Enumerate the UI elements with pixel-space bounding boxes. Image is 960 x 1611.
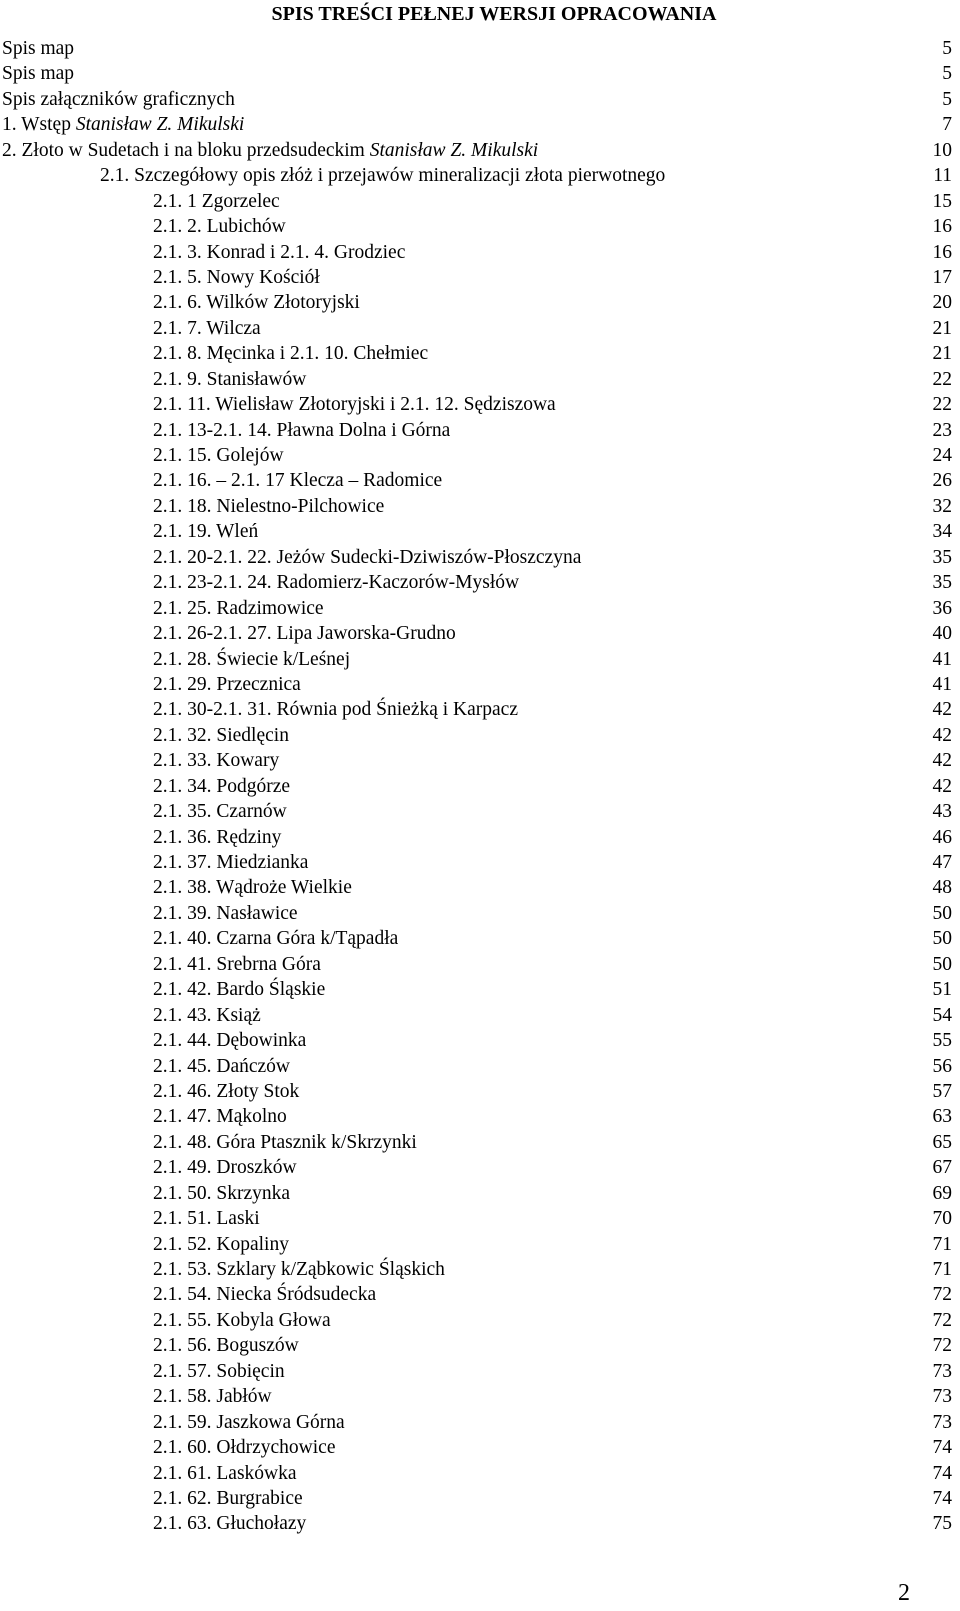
toc-entry-page: 74	[932, 1462, 952, 1484]
toc-entry-page: 16	[932, 216, 952, 238]
toc-entry	[0, 1384, 960, 1409]
toc-entry-label	[153, 189, 280, 214]
toc-entry	[0, 265, 960, 290]
toc-entry-label	[153, 1435, 336, 1460]
toc-entry	[0, 1410, 960, 1435]
toc-entry-author: Stanisław Z. Mikulski	[369, 139, 539, 161]
toc-entry-label	[153, 214, 286, 239]
toc-entry-label	[153, 1257, 445, 1282]
toc-entry-label	[153, 1079, 299, 1104]
toc-entry-title: 2.1. 20-2.1. 22. Jeżów Sudecki-Dziwiszów-Płoszczyna	[153, 546, 582, 568]
toc-entry-title: 2.1. 51. Laski	[153, 1208, 260, 1230]
toc-entry-label	[153, 1155, 297, 1180]
toc-entry	[0, 621, 960, 646]
toc-entry-page: 24	[932, 445, 952, 466]
toc-entry-label	[153, 901, 298, 926]
toc-entry-page: 23	[932, 419, 952, 441]
toc-entry-label	[153, 1206, 260, 1231]
toc-entry-page: 42	[932, 724, 952, 746]
toc-entry-page: 35	[932, 572, 952, 594]
toc-entry-title: 2.1. 32. Siedlęcin	[153, 724, 289, 746]
toc-entry-label	[153, 570, 519, 595]
toc-entry-page: 46	[932, 826, 952, 848]
toc-entry	[0, 697, 960, 722]
toc-entry	[0, 1257, 960, 1282]
table-of-contents	[0, 36, 960, 1537]
page-title: SPIS TREŚCI PEŁNEJ WERSJI OPRACOWANIA	[271, 3, 717, 25]
toc-entry-page: 57	[932, 1080, 952, 1102]
toc-entry-label	[2, 87, 235, 112]
toc-entry-title: Spis map	[2, 38, 75, 59]
toc-entry-label	[153, 1028, 306, 1053]
toc-entry-page: 63	[932, 1106, 952, 1128]
toc-entry	[0, 1104, 960, 1129]
toc-entry-title: 2.1. 56. Boguszów	[153, 1335, 299, 1357]
toc-entry	[0, 596, 960, 621]
toc-entry-label	[153, 647, 350, 672]
toc-entry-title: 2.1. 52. Kopaliny	[153, 1233, 289, 1255]
toc-entry-title: 2.1. 42. Bardo Śląskie	[153, 979, 326, 1001]
toc-entry-label	[153, 1511, 306, 1536]
toc-entry	[0, 825, 960, 850]
toc-entry-title: 2.1. 45. Dańczów	[153, 1055, 291, 1077]
toc-entry	[0, 189, 960, 214]
toc-entry	[0, 570, 960, 595]
toc-entry-label	[153, 545, 581, 570]
toc-entry-title: 2.1. 7. Wilcza	[153, 317, 261, 339]
toc-entry-label	[153, 1359, 285, 1384]
toc-entry-page: 56	[932, 1055, 952, 1077]
toc-entry-title: 1. Wstęp	[2, 114, 71, 136]
toc-entry-page: 75	[932, 1513, 952, 1535]
toc-entry	[0, 952, 960, 977]
toc-entry	[0, 774, 960, 799]
toc-entry-label	[153, 367, 306, 392]
toc-entry-label	[153, 1054, 290, 1079]
toc-entry-label	[153, 316, 261, 341]
toc-entry	[0, 875, 960, 900]
toc-entry	[0, 901, 960, 926]
toc-entry-page: 72	[932, 1309, 952, 1331]
toc-entry	[0, 87, 960, 112]
toc-entry-label	[2, 112, 244, 137]
toc-entry-page: 71	[932, 1259, 952, 1280]
toc-entry	[0, 1181, 960, 1206]
toc-entry-title: 2.1. 36. Rędziny	[153, 826, 282, 848]
toc-entry-page: 21	[932, 317, 952, 339]
toc-entry	[0, 1461, 960, 1486]
toc-entry-label	[153, 1282, 376, 1307]
toc-entry-title: 2.1. 60. Ołdrzychowice	[153, 1437, 336, 1459]
toc-entry-page: 70	[932, 1208, 952, 1230]
toc-entry-label	[153, 265, 320, 290]
toc-entry-label	[153, 1410, 345, 1435]
toc-entry-page: 26	[932, 470, 952, 492]
toc-entry	[0, 1282, 960, 1307]
toc-entry-label	[153, 1333, 299, 1358]
toc-entry-page: 5	[942, 63, 952, 85]
toc-entry-title: 2.1. 57. Sobięcin	[153, 1360, 285, 1382]
toc-entry-title: 2.1. 48. Góra Ptasznik k/Skrzynki	[153, 1131, 417, 1153]
toc-entry-page: 73	[932, 1360, 952, 1382]
toc-entry-label	[153, 1461, 297, 1486]
toc-entry-title: 2.1. 43. Książ	[153, 1004, 261, 1026]
toc-entry-page: 41	[932, 673, 952, 695]
toc-entry-label	[153, 418, 450, 443]
toc-entry-label	[153, 1104, 287, 1129]
toc-entry-label	[153, 1308, 331, 1333]
toc-entry	[0, 418, 960, 443]
toc-entry-title: 2.1. 11. Wielisław Złotoryjski i 2.1. 12. Sędziszowa	[153, 394, 556, 416]
toc-entry	[0, 1003, 960, 1028]
toc-entry-title: Spis załączników graficznych	[2, 88, 235, 110]
toc-entry-title: 2.1. 61. Laskówka	[153, 1462, 297, 1484]
toc-entry-label	[153, 1181, 290, 1206]
toc-entry-page: 41	[932, 648, 952, 670]
toc-entry-title: 2.1. 62. Burgrabice	[153, 1487, 303, 1509]
toc-entry-page: 50	[932, 953, 952, 975]
toc-entry	[0, 545, 960, 570]
toc-entry-page: 48	[932, 877, 952, 899]
toc-entry	[0, 1232, 960, 1257]
toc-entry	[0, 163, 960, 188]
toc-entry	[0, 1435, 960, 1460]
toc-entry-title: 2.1. 59. Jaszkowa Górna	[153, 1411, 345, 1433]
toc-entry	[0, 1079, 960, 1104]
toc-entry-page: 73	[932, 1411, 952, 1433]
toc-entry-label	[153, 723, 289, 748]
toc-entry	[0, 341, 960, 366]
toc-entry-title: 2.1. 1 Zgorzelec	[153, 190, 280, 212]
toc-entry	[0, 1359, 960, 1384]
toc-entry-title: 2.1. 9. Stanisławów	[153, 368, 307, 390]
toc-entry	[0, 748, 960, 773]
toc-entry	[0, 723, 960, 748]
toc-entry-page: 72	[932, 1335, 952, 1357]
toc-entry-label	[153, 875, 352, 900]
toc-entry-title: 2.1. 54. Niecka Śródsudecka	[153, 1284, 377, 1306]
toc-entry	[0, 443, 960, 468]
toc-entry-page: 74	[932, 1437, 952, 1459]
toc-entry-page: 21	[932, 343, 952, 365]
toc-entry-label	[2, 36, 74, 61]
toc-entry	[0, 850, 960, 875]
toc-entry-label	[2, 138, 538, 163]
toc-entry-title: 2.1. 34. Podgórze	[153, 775, 291, 797]
toc-entry-title: 2.1. 25. Radzimowice	[153, 597, 324, 619]
toc-entry	[0, 290, 960, 315]
toc-entry-page: 17	[932, 266, 952, 288]
toc-entry-title: 2.1. 29. Przecznica	[153, 673, 301, 695]
toc-entry	[0, 1308, 960, 1333]
toc-entry	[0, 1054, 960, 1079]
toc-entry-title: 2.1. 23-2.1. 24. Radomierz-Kaczorów-Mysłów	[153, 572, 520, 594]
toc-entry-page: 22	[932, 394, 952, 416]
toc-entry-label	[153, 1232, 289, 1257]
toc-entry-title: 2.1. 33. Kowary	[153, 750, 280, 772]
toc-entry-title: 2. Złoto w Sudetach i na bloku przedsudeckim	[2, 139, 365, 161]
toc-entry-page: 55	[932, 1030, 952, 1052]
toc-entry-title: 2.1. 26-2.1. 27. Lipa Jaworska-Grudno	[153, 623, 456, 645]
toc-entry-page: 43	[932, 801, 952, 823]
toc-entry-page: 50	[932, 928, 952, 950]
toc-entry-title: 2.1. 58. Jabłów	[153, 1386, 272, 1408]
toc-entry	[0, 367, 960, 392]
toc-entry-label	[153, 290, 360, 315]
toc-entry	[0, 112, 960, 137]
toc-entry	[0, 1486, 960, 1511]
toc-entry-label	[153, 1003, 261, 1028]
toc-entry	[0, 1511, 960, 1536]
toc-entry-label	[153, 952, 321, 977]
toc-entry-label	[153, 621, 456, 646]
toc-entry	[0, 468, 960, 493]
toc-entry-page: 5	[942, 88, 952, 110]
toc-entry-title: 2.1. 2. Lubichów	[153, 216, 286, 238]
toc-entry-title: 2.1. 53. Szklary k/Ząbkowic Śląskich	[153, 1259, 445, 1280]
toc-entry-label	[153, 697, 518, 722]
toc-entry-label	[153, 1130, 417, 1155]
toc-entry	[0, 240, 960, 265]
toc-entry-label	[100, 163, 665, 188]
toc-entry-title: 2.1. 37. Miedzianka	[153, 852, 309, 873]
toc-entry	[0, 36, 960, 61]
toc-entry	[0, 926, 960, 951]
toc-entry	[0, 977, 960, 1002]
toc-entry-title: 2.1. 19. Wleń	[153, 521, 259, 543]
toc-entry-page: 42	[932, 699, 952, 721]
toc-entry-title: 2.1. 15. Golejów	[153, 445, 284, 466]
toc-entry	[0, 1206, 960, 1231]
toc-entry-label	[153, 799, 287, 824]
page-number: 2	[898, 1580, 910, 1606]
toc-entry-label	[153, 1486, 303, 1511]
toc-entry	[0, 494, 960, 519]
toc-entry-page: 36	[932, 597, 952, 619]
toc-entry-title: 2.1. 35. Czarnów	[153, 801, 287, 823]
toc-entry-label	[153, 774, 290, 799]
toc-entry-page: 51	[932, 979, 952, 1001]
toc-entry-page: 35	[932, 546, 952, 568]
toc-entry-page: 40	[932, 623, 952, 645]
toc-entry-page: 74	[932, 1487, 952, 1509]
toc-entry-label	[153, 825, 281, 850]
toc-entry-title: 2.1. 49. Droszków	[153, 1157, 297, 1179]
toc-entry-label	[153, 519, 258, 544]
toc-entry-label	[153, 240, 405, 265]
toc-entry-label	[153, 468, 442, 493]
toc-entry	[0, 1130, 960, 1155]
toc-entry-title: 2.1. 16. – 2.1. 17 Klecza – Radomice	[153, 470, 443, 492]
toc-entry-title: 2.1. 40. Czarna Góra k/Tąpadła	[153, 928, 399, 950]
toc-entry-page: 54	[932, 1004, 952, 1026]
toc-entry	[0, 1155, 960, 1180]
toc-entry-title: 2.1. 13-2.1. 14. Pławna Dolna i Górna	[153, 419, 451, 441]
toc-entry-page: 67	[932, 1157, 952, 1179]
toc-entry-label	[153, 443, 284, 468]
toc-entry-title: 2.1. 41. Srebrna Góra	[153, 953, 321, 975]
toc-entry-label	[153, 596, 324, 621]
toc-entry-label	[153, 341, 428, 366]
toc-entry-label	[153, 977, 325, 1002]
toc-entry	[0, 647, 960, 672]
toc-entry-page: 42	[932, 750, 952, 772]
toc-entry-label	[153, 494, 384, 519]
toc-entry	[0, 316, 960, 341]
toc-entry-page: 10	[932, 139, 952, 161]
toc-entry-title: 2.1. 6. Wilków Złotoryjski	[153, 292, 360, 314]
toc-entry-page: 42	[932, 775, 952, 797]
toc-entry	[0, 1028, 960, 1053]
toc-entry-label	[153, 926, 398, 951]
toc-entry-label	[153, 850, 308, 875]
toc-entry-title: 2.1. 8. Męcinka i 2.1. 10. Chełmiec	[153, 343, 429, 365]
toc-entry-title: 2.1. 38. Wądroże Wielkie	[153, 877, 352, 899]
toc-entry-author: Stanisław Z. Mikulski	[75, 114, 245, 136]
toc-entry-page: 16	[932, 241, 952, 263]
toc-entry-label	[2, 61, 74, 86]
toc-entry-title: 2.1. 44. Dębowinka	[153, 1030, 307, 1052]
toc-entry-title: 2.1. 30-2.1. 31. Równia pod Śnieżką i Karpacz	[153, 699, 518, 721]
toc-entry-label	[153, 748, 279, 773]
toc-entry-title: 2.1. 28. Świecie k/Leśnej	[153, 648, 351, 670]
toc-entry-title: 2.1. 55. Kobyla Głowa	[153, 1309, 331, 1331]
toc-entry-label	[153, 672, 301, 697]
toc-entry	[0, 392, 960, 417]
toc-entry-page: 47	[932, 852, 952, 873]
toc-entry-page: 32	[932, 495, 952, 517]
toc-entry	[0, 61, 960, 86]
toc-entry-page: 20	[932, 292, 952, 314]
toc-entry-label	[153, 392, 556, 417]
toc-entry-page: 7	[942, 114, 952, 136]
toc-entry-page: 34	[932, 521, 952, 543]
toc-entry-label	[153, 1384, 272, 1409]
toc-entry-title: 2.1. 47. Mąkolno	[153, 1106, 287, 1128]
toc-entry-page: 71	[932, 1233, 952, 1255]
toc-entry-title: 2.1. Szczegółowy opis złóż i przejawów mineralizacji złota pierwotnego	[100, 165, 666, 187]
toc-entry-title: 2.1. 50. Skrzynka	[153, 1182, 291, 1204]
toc-entry	[0, 672, 960, 697]
toc-entry-page: 50	[932, 902, 952, 924]
toc-entry-title: 2.1. 18. Nielestno-Pilchowice	[153, 495, 385, 517]
toc-entry-title: Spis map	[2, 63, 75, 85]
toc-entry-title: 2.1. 39. Nasławice	[153, 902, 298, 924]
toc-entry-page: 65	[932, 1131, 952, 1153]
toc-entry-page: 72	[932, 1284, 952, 1306]
toc-entry-page: 11	[933, 165, 952, 187]
toc-entry	[0, 519, 960, 544]
toc-entry	[0, 214, 960, 239]
toc-entry	[0, 1333, 960, 1358]
toc-entry-page: 69	[932, 1182, 952, 1204]
toc-entry-title: 2.1. 5. Nowy Kościół	[153, 266, 320, 288]
toc-entry-page: 22	[932, 368, 952, 390]
toc-entry	[0, 138, 960, 163]
toc-entry-page: 5	[942, 38, 952, 59]
toc-entry-title: 2.1. 63. Głuchołazy	[153, 1513, 307, 1535]
toc-entry-page: 73	[932, 1386, 952, 1408]
toc-entry-page: 15	[932, 190, 952, 212]
toc-entry-title: 2.1. 46. Złoty Stok	[153, 1080, 300, 1102]
toc-entry-title: 2.1. 3. Konrad i 2.1. 4. Grodziec	[153, 241, 406, 263]
toc-entry	[0, 799, 960, 824]
